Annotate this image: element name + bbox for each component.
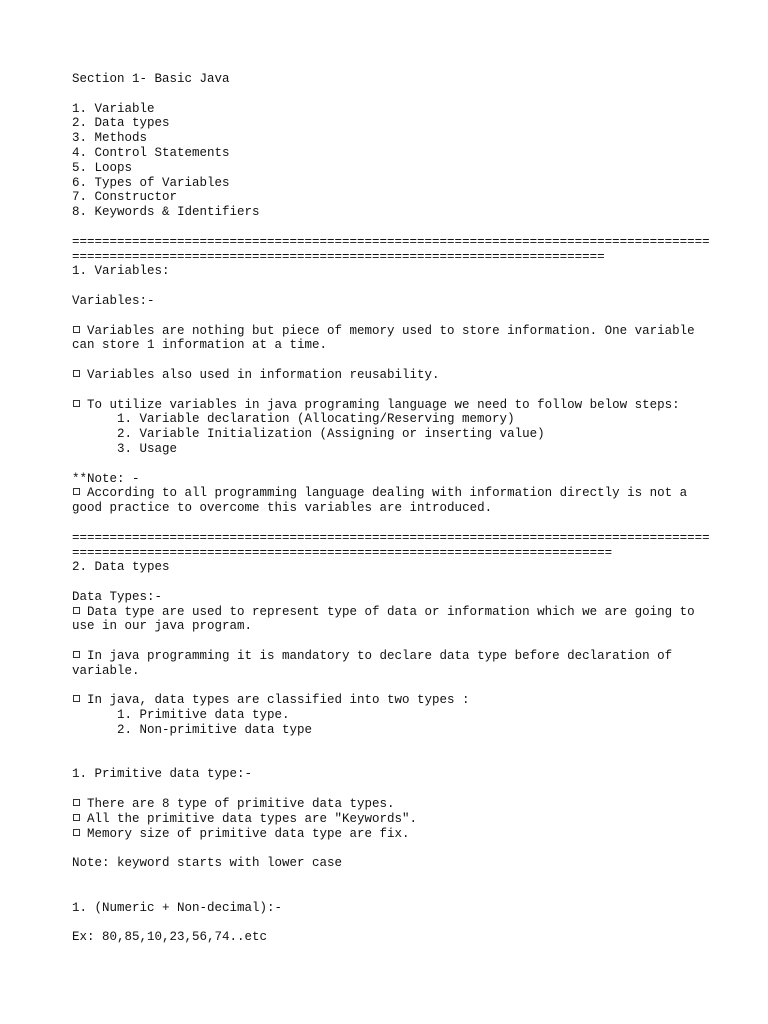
square-bullet-icon <box>73 400 80 407</box>
text-line <box>72 338 708 353</box>
line-text: Variables:- <box>72 293 155 308</box>
text-line <box>72 930 708 945</box>
line-text: In java, data types are classified into two types : <box>87 693 470 708</box>
line-text: 1. Variable declaration (Allocating/Reserving memory) <box>117 412 515 427</box>
line-text: According to all programming language dealing with information directly is not a <box>87 486 688 501</box>
blank-line <box>72 841 708 856</box>
text-line <box>72 442 708 457</box>
line-text: 2. Data types <box>72 116 170 131</box>
bullet-line <box>72 649 708 664</box>
line-text: Ex: 80,85,10,23,56,74..etc <box>72 930 268 945</box>
square-bullet-icon <box>73 326 80 333</box>
bullet-line <box>72 693 708 708</box>
bullet-line <box>72 827 708 842</box>
square-bullet-icon <box>73 607 80 614</box>
blank-line <box>72 353 708 368</box>
line-text: use in our java program. <box>72 619 253 634</box>
line-text: Data type are used to represent type of data or information which we are going to <box>87 604 695 619</box>
document-body <box>72 72 708 945</box>
text-line <box>72 205 708 220</box>
text-line <box>72 161 708 176</box>
square-bullet-icon <box>73 695 80 702</box>
line-text: variable. <box>72 663 140 678</box>
line-text: Variables also used in information reusability. <box>87 367 440 382</box>
line-text: **Note: - <box>72 471 140 486</box>
blank-line <box>72 738 708 753</box>
text-line <box>72 767 708 782</box>
text-line <box>72 546 708 561</box>
text-line <box>72 664 708 679</box>
blank-line <box>72 279 708 294</box>
text-line <box>72 856 708 871</box>
text-line <box>72 235 708 250</box>
blank-line <box>72 915 708 930</box>
line-text: Section 1- Basic Java <box>72 72 230 86</box>
text-line <box>72 102 708 117</box>
blank-line <box>72 383 708 398</box>
text-line <box>72 708 708 723</box>
line-text: Data Types:- <box>72 589 163 604</box>
blank-line <box>72 871 708 886</box>
line-text: 1. (Numeric + Non-decimal):- <box>72 900 283 915</box>
line-text: There are 8 type of primitive data types. <box>87 797 395 812</box>
line-text: 2. Non-primitive data type <box>117 723 313 738</box>
blank-line <box>72 516 708 531</box>
bullet-line <box>72 324 708 339</box>
line-text: Variables are nothing but piece of memory used to store information. One variable <box>87 323 695 338</box>
blank-line <box>72 575 708 590</box>
line-text: 7. Constructor <box>72 190 178 205</box>
line-text: 1. Primitive data type. <box>117 708 290 723</box>
line-text: 8. Keywords & Identifiers <box>72 205 260 220</box>
line-text: 3. Methods <box>72 131 148 146</box>
line-text: In java programming it is mandatory to declare data type before declaration of <box>87 649 673 664</box>
line-text: ======================================================================== <box>72 545 613 560</box>
text-line <box>72 146 708 161</box>
text-line <box>72 427 708 442</box>
bullet-line <box>72 605 708 620</box>
text-line <box>72 131 708 146</box>
text-line <box>72 116 708 131</box>
text-line <box>72 190 708 205</box>
bullet-line <box>72 368 708 383</box>
text-line <box>72 412 708 427</box>
line-text: Memory size of primitive data type are fix. <box>87 826 410 841</box>
text-line <box>72 560 708 575</box>
square-bullet-icon <box>73 651 80 658</box>
text-line <box>72 294 708 309</box>
blank-line <box>72 886 708 901</box>
line-text: ===================================================================================== <box>72 530 710 545</box>
line-text: 2. Data types <box>72 560 170 575</box>
line-text: can store 1 information at a time. <box>72 338 328 353</box>
text-line <box>72 176 708 191</box>
line-text: 6. Types of Variables <box>72 175 230 190</box>
line-text: To utilize variables in java programing language we need to follow below steps: <box>87 397 680 412</box>
blank-line <box>72 220 708 235</box>
text-line <box>72 723 708 738</box>
blank-line <box>72 457 708 472</box>
bullet-line <box>72 812 708 827</box>
text-line <box>72 264 708 279</box>
line-text: 1. Variables: <box>72 264 170 279</box>
bullet-line <box>72 486 708 501</box>
line-text: All the primitive data types are "Keywords". <box>87 811 418 826</box>
text-line <box>72 250 708 265</box>
line-text: 1. Primitive data type:- <box>72 767 253 782</box>
square-bullet-icon <box>73 370 80 377</box>
line-text: ===================================================================================== <box>72 234 710 249</box>
line-text: 2. Variable Initialization (Assigning or inserting value) <box>117 427 545 442</box>
square-bullet-icon <box>73 829 80 836</box>
text-line <box>72 472 708 487</box>
square-bullet-icon <box>73 799 80 806</box>
bullet-line <box>72 398 708 413</box>
bullet-line <box>72 797 708 812</box>
blank-line <box>72 679 708 694</box>
blank-line <box>72 753 708 768</box>
line-text: 1. Variable <box>72 101 155 116</box>
text-line <box>72 501 708 516</box>
square-bullet-icon <box>73 814 80 821</box>
line-text: 3. Usage <box>117 441 178 456</box>
text-line <box>72 531 708 546</box>
line-text: ======================================================================= <box>72 249 605 264</box>
line-text: 4. Control Statements <box>72 145 230 160</box>
square-bullet-icon <box>73 488 80 495</box>
line-text: good practice to overcome this variables are introduced. <box>72 501 493 516</box>
text-line <box>72 590 708 605</box>
text-line <box>72 619 708 634</box>
blank-line <box>72 782 708 797</box>
blank-line <box>72 309 708 324</box>
line-text: 5. Loops <box>72 160 133 175</box>
text-line <box>72 901 708 916</box>
blank-line <box>72 634 708 649</box>
text-line <box>72 72 708 87</box>
line-text: Note: keyword starts with lower case <box>72 856 343 871</box>
blank-line <box>72 87 708 102</box>
